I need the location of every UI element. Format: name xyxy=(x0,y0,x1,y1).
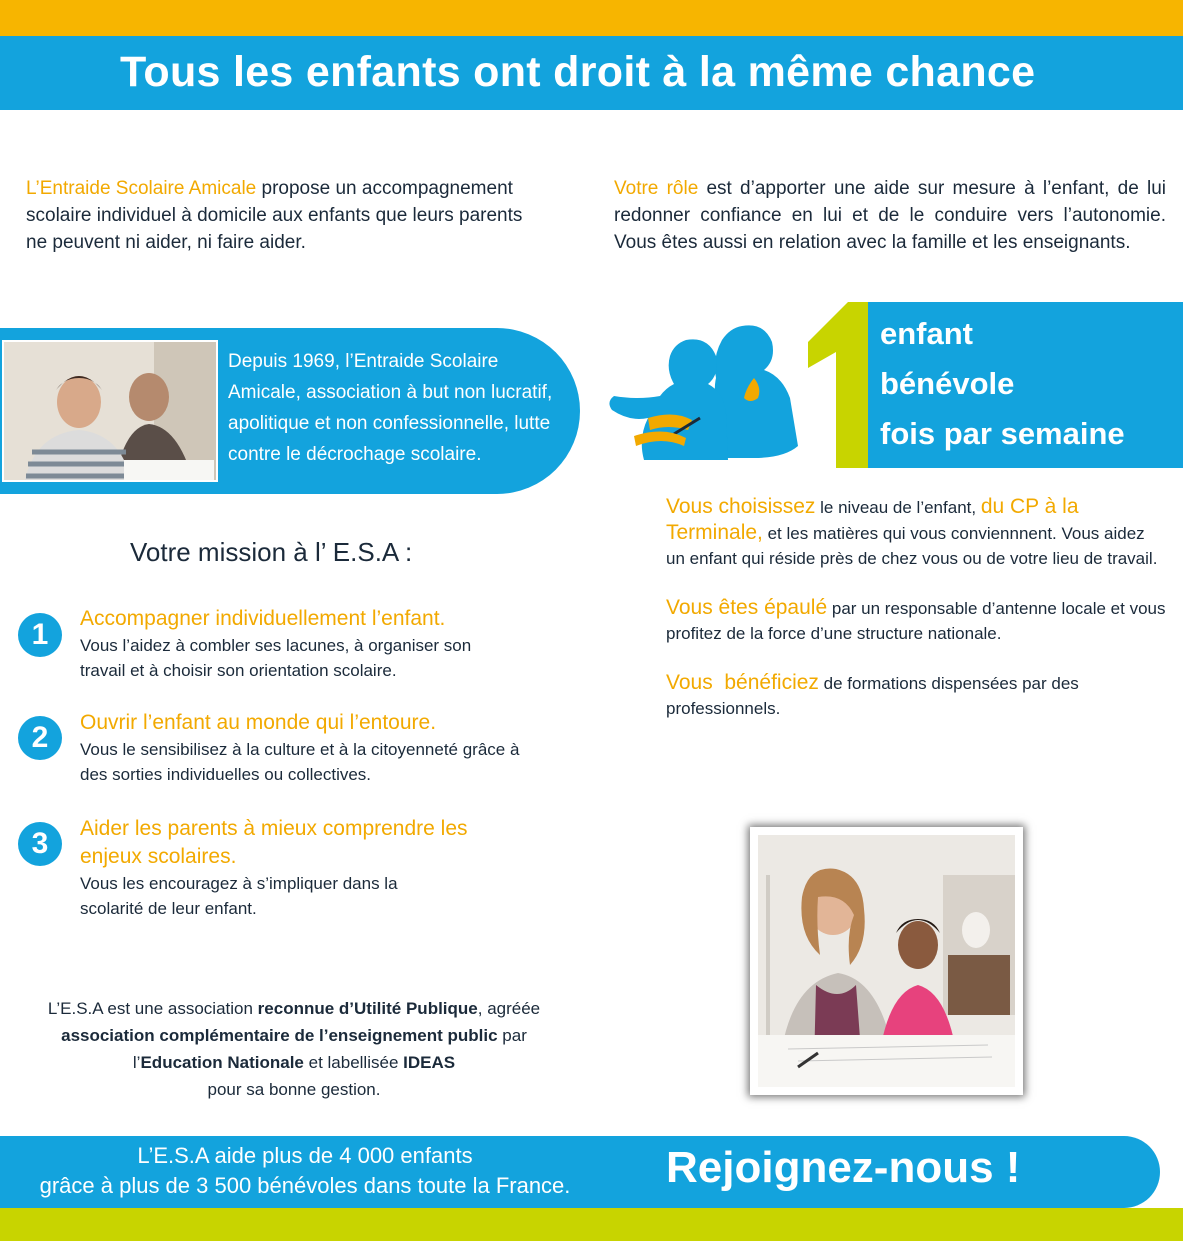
note-part-1: L’E.S.A est une association xyxy=(47,999,258,1018)
intro-right-highlight: Votre rôle xyxy=(614,178,699,199)
benefit-training-text: de formations dispensées par des professionnels. xyxy=(666,674,1079,718)
page-title: Tous les enfants ont droit à la même chance xyxy=(120,48,1036,96)
step-3 xyxy=(80,815,540,921)
step-2 xyxy=(80,709,540,787)
benefits-list xyxy=(666,494,1166,745)
one-box-line-3: fois par semaine xyxy=(880,416,1125,451)
intro-right-text: est d’apporter une aide sur mesure à l’enfant, de lui redonner confiance en lui et de le conduire vers l’autonomie. Vous êtes aussi en relation avec la famille et les enseignants. xyxy=(614,178,1166,253)
note-bold-2: association complémentaire de l’enseignement public xyxy=(61,1026,498,1045)
tutor-boy-photo xyxy=(2,340,218,482)
note-part-5: pour sa bonne gestion. xyxy=(207,1080,381,1099)
bottom-green-bar xyxy=(0,1208,1183,1241)
benefit-training-highlight: Vous bénéficiez xyxy=(666,671,819,694)
benefit-choose xyxy=(666,494,1166,571)
benefit-support-text: par un responsable d’antenne locale et vous profitez de la force d’une structure nationale. xyxy=(666,599,1166,643)
stats-line-2: grâce à plus de 3 500 bénévoles dans toute la France. xyxy=(39,1173,571,1198)
stats-line-1: L’E.S.A aide plus de 4 000 enfants xyxy=(137,1143,473,1168)
benefit-support xyxy=(666,595,1166,646)
benefit-choose-text-1: le niveau de l’enfant, xyxy=(815,498,981,517)
step-3-text: Vous les encouragez à s’impliquer dans la scolarité de leur enfant. xyxy=(80,874,398,918)
note-part-2: , agréée xyxy=(477,999,541,1018)
history-text: Depuis 1969, l’Entraide Scolaire Amicale, association à but non lucratif, apolitique et non confessionnelle, lutte contre le décrochage scolaire. xyxy=(228,351,553,465)
top-orange-bar xyxy=(0,0,1183,36)
tutoring-silhouette-icon xyxy=(604,318,804,463)
note-bold-4: IDEAS xyxy=(403,1053,456,1072)
one-box-line-2: bénévole xyxy=(880,366,1015,401)
note-part-3: par l’ xyxy=(132,1026,527,1072)
step-2-number-icon: 2 xyxy=(18,716,62,760)
benefit-choose-highlight-2: du CP à la Terminale, xyxy=(666,495,1079,544)
step-3-number-icon: 3 xyxy=(18,822,62,866)
tutor-girl-photo xyxy=(750,827,1023,1095)
note-bold-3: Education Nationale xyxy=(140,1053,304,1072)
intro-left-highlight: L’Entraide Scolaire Amicale xyxy=(26,178,257,199)
step-2-text: Vous le sensibilisez à la culture et à la citoyenneté grâce à des sorties individuelles ou collectives. xyxy=(80,740,520,784)
intro-right-paragraph xyxy=(614,175,1166,256)
accreditation-note xyxy=(20,995,568,1103)
tutor-girl-photo-image xyxy=(758,835,1015,1087)
intro-left-paragraph xyxy=(26,175,546,256)
step-1-number-icon: 1 xyxy=(18,613,62,657)
step-1-text: Vous l’aidez à combler ses lacunes, à organiser son travail et à choisir son orientation scolaire. xyxy=(80,636,472,680)
benefit-choose-highlight: Vous choisissez xyxy=(666,495,816,518)
benefit-support-highlight: Vous êtes épaulé xyxy=(666,596,828,619)
step-1 xyxy=(80,605,540,683)
intro-left-text: propose un accompagnement scolaire individuel à domicile aux enfants que leurs parents ne peuvent ni aider, ni faire aider. xyxy=(26,178,523,253)
numeral-one xyxy=(808,302,868,468)
stats-text xyxy=(0,1141,610,1201)
note-bold-1: reconnue d’Utilité Publique xyxy=(257,999,478,1018)
benefit-training xyxy=(666,670,1096,721)
step-1-title: Accompagner individuellement l’enfant. xyxy=(80,607,446,630)
note-part-4: et labellisée xyxy=(303,1053,404,1072)
one-box-line-1: enfant xyxy=(880,316,973,351)
join-us-call-to-action[interactable]: Rejoignez-nous ! xyxy=(666,1143,1021,1192)
mission-heading: Votre mission à l’ E.S.A : xyxy=(130,537,413,567)
benefit-choose-text-2: et les matières qui vous conviennnent. Vous aidez un enfant qui réside près de chez vous ou de votre lieu de travail. xyxy=(666,524,1158,568)
one-child-volunteer-box xyxy=(868,302,1183,468)
step-3-title: Aider les parents à mieux comprendre les enjeux scolaires. xyxy=(80,817,468,868)
step-2-title: Ouvrir l’enfant au monde qui l’entoure. xyxy=(80,711,437,734)
